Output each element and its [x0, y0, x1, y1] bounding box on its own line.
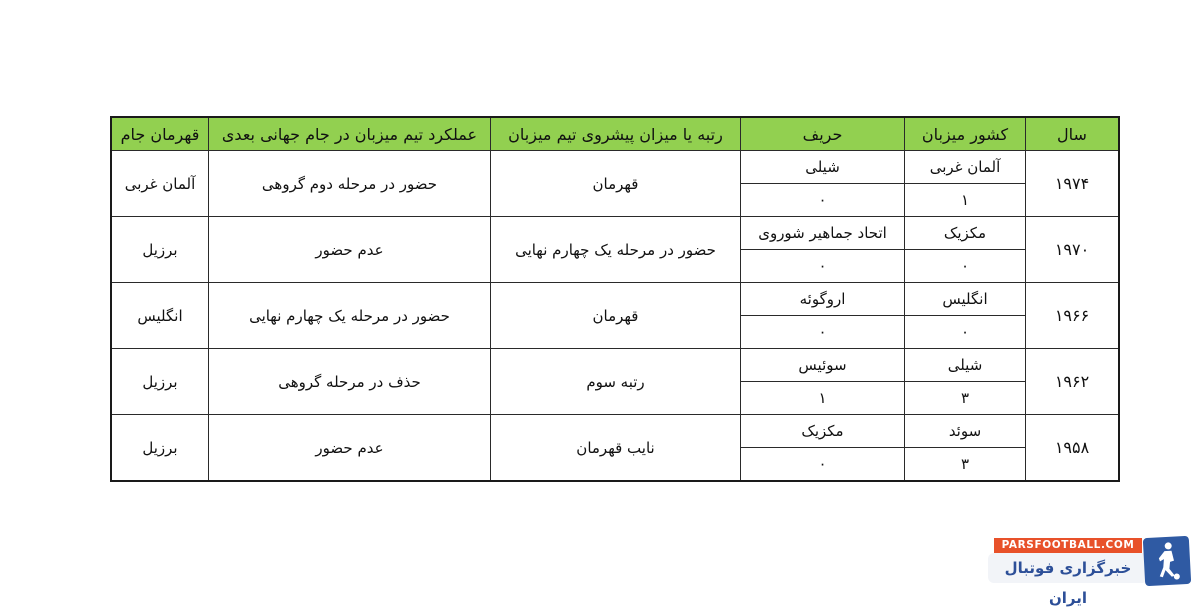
host-rank-cell: قهرمان [491, 283, 741, 349]
next-cup-cell: حذف در مرحله گروهی [209, 349, 491, 415]
host-cell: شیلی [905, 349, 1026, 382]
host-score-cell: ۰ [905, 250, 1026, 283]
opponent-cell: مکزیک [741, 415, 905, 448]
opponent-cell: شیلی [741, 151, 905, 184]
parsfootball-watermark [988, 536, 1195, 607]
opponent-score-cell: ۰ [741, 448, 905, 482]
table-row [111, 415, 1119, 448]
host-rank-cell: نایب قهرمان [491, 415, 741, 482]
table-row [111, 151, 1119, 184]
watermark-tagline: خبرگزاری فوتبال ایران [988, 553, 1148, 583]
champion-cell: انگلیس [111, 283, 209, 349]
host-cell: سوئد [905, 415, 1026, 448]
host-score-cell: ۰ [905, 316, 1026, 349]
opponent-score-cell: ۰ [741, 250, 905, 283]
champion-cell: برزیل [111, 217, 209, 283]
next-cup-cell: عدم حضور [209, 217, 491, 283]
next-cup-cell: حضور در مرحله یک چهارم نهایی [209, 283, 491, 349]
header-champion: قهرمان جام [111, 117, 209, 151]
year-cell: ۱۹۷۴ [1026, 151, 1120, 217]
header-next-cup: عملکرد تیم میزبان در جام جهانی بعدی [209, 117, 491, 151]
world-cup-hosts-table [110, 116, 1120, 482]
year-cell: ۱۹۶۲ [1026, 349, 1120, 415]
next-cup-cell: عدم حضور [209, 415, 491, 482]
opponent-cell: سوئیس [741, 349, 905, 382]
year-cell: ۱۹۷۰ [1026, 217, 1120, 283]
champion-cell: برزیل [111, 349, 209, 415]
host-rank-cell: رتبه سوم [491, 349, 741, 415]
champion-cell: آلمان غربی [111, 151, 209, 217]
host-score-cell: ۳ [905, 448, 1026, 482]
year-cell: ۱۹۵۸ [1026, 415, 1120, 482]
opponent-score-cell: ۰ [741, 184, 905, 217]
host-score-cell: ۳ [905, 382, 1026, 415]
table-row [111, 283, 1119, 316]
next-cup-cell: حضور در مرحله دوم گروهی [209, 151, 491, 217]
opponent-cell: اتحاد جماهیر شوروی [741, 217, 905, 250]
host-rank-cell: حضور در مرحله یک چهارم نهایی [491, 217, 741, 283]
opponent-cell: اروگوئه [741, 283, 905, 316]
table-row [111, 217, 1119, 250]
champion-cell: برزیل [111, 415, 209, 482]
opponent-score-cell: ۱ [741, 382, 905, 415]
table-row [111, 349, 1119, 382]
host-rank-cell: قهرمان [491, 151, 741, 217]
host-cell: انگلیس [905, 283, 1026, 316]
host-cell: آلمان غربی [905, 151, 1026, 184]
watermark-site-label: PARSFOOTBALL.COM [994, 538, 1142, 553]
header-host-rank: رتبه یا میزان پیشروی تیم میزبان [491, 117, 741, 151]
header-host: کشور میزبان [905, 117, 1026, 151]
header-opponent: حریف [741, 117, 905, 151]
opponent-score-cell: ۰ [741, 316, 905, 349]
host-cell: مکزیک [905, 217, 1026, 250]
table-header-row [111, 117, 1119, 151]
host-score-cell: ۱ [905, 184, 1026, 217]
header-year: سال [1026, 117, 1120, 151]
year-cell: ۱۹۶۶ [1026, 283, 1120, 349]
soccer-player-icon [1143, 536, 1191, 586]
